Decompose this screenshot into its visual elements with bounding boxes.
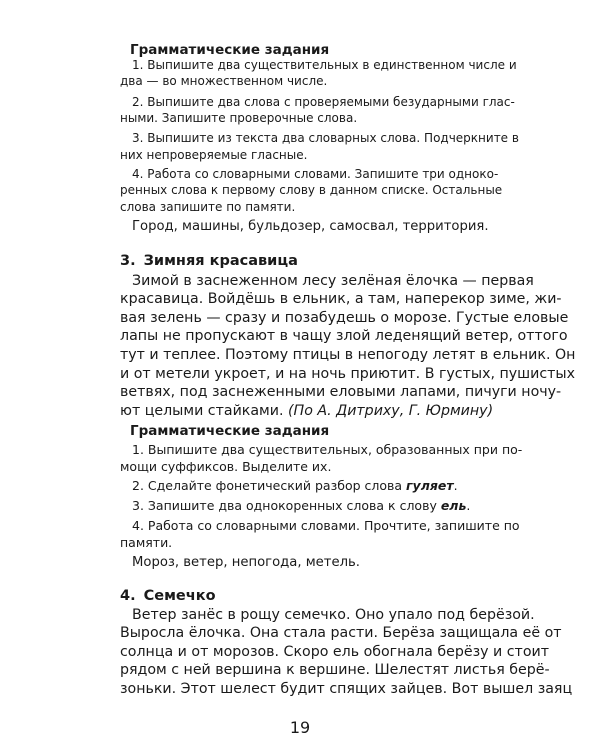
- highlight-word: ель: [440, 498, 467, 514]
- tasks-heading: Грамматические задания: [130, 42, 330, 58]
- text-source: (По А. Дитриху, Г. Юрмину): [288, 402, 494, 419]
- task-line: 3. Запишите два однокоренных слова к слову ель.: [132, 498, 471, 514]
- text-line: Выросла ёлочка. Она стала расти. Берёза защищала её от: [120, 625, 562, 642]
- task-line: два — во множественном числе.: [120, 74, 328, 89]
- task-line: памяти.: [120, 534, 173, 550]
- text-line: и от метели укроет, и на ночь приютит. В густых, пушистых: [120, 365, 576, 382]
- text-line: ветвях, под заснеженными еловыми лапами, пичуги ночу-: [120, 384, 562, 401]
- text-line: зоньки. Этот шелест будит спящих зайцев. Вот вышел заяц: [120, 681, 573, 697]
- text-line: лапы не пропускают в чащу злой леденящий ветер, оттого: [120, 328, 568, 345]
- task-line: ными. Запишите проверочные слова.: [120, 111, 358, 126]
- section-heading: 3. Зимняя красавица: [120, 253, 298, 270]
- task-line: 2. Сделайте фонетический разбор слова гуляет.: [132, 478, 458, 494]
- task-line: 4. Работа со словарными словами. Прочтите, запишите по: [132, 517, 520, 533]
- page-number: 19: [289, 718, 311, 737]
- task-line: ренных слова к первому слову в данном списке. Остальные: [120, 183, 503, 198]
- text-line: тут и теплее. Поэтому птицы в непогоду летят в ельник. Он: [120, 346, 576, 363]
- task-line: них непроверяемые гласные.: [120, 147, 308, 162]
- highlight-word: гуляет: [406, 478, 454, 494]
- task-line: 1. Выпишите два существительных, образованных при по-: [132, 441, 523, 457]
- text-line: красавица. Войдёшь в ельник, а там, наперекор зиме, жи-: [120, 291, 562, 308]
- text-line: Зимой в заснеженном лесу зелёная ёлочка — первая: [132, 272, 534, 289]
- text-line: вая зелень — сразу и позабудешь о морозе. Густые еловые: [120, 309, 569, 326]
- task-line: мощи суффиксов. Выделите их.: [120, 458, 332, 474]
- task-line: 3. Выпишите из текста два словарных слова. Подчеркните в: [132, 130, 519, 145]
- text-line: ют целыми стайками. (По А. Дитриху, Г. Юрмину): [120, 402, 494, 419]
- task-line: 1. Выпишите два существительных в единственном числе и: [132, 58, 517, 73]
- tasks-heading: Грамматические задания: [130, 422, 330, 439]
- word-list: Мороз, ветер, непогода, метель.: [132, 555, 360, 571]
- text-line: рядом с ней вершина к вершине. Шелестят листья берё-: [120, 662, 550, 679]
- section-heading: 4. Семечко: [120, 587, 216, 604]
- word-list: Город, машины, бульдозер, самосвал, территория.: [132, 219, 489, 235]
- task-line: 4. Работа со словарными словами. Запишите три одноко-: [132, 167, 499, 182]
- task-line: 2. Выпишите два слова с проверяемыми безударными глас-: [132, 95, 515, 110]
- text-line: Ветер занёс в рощу семечко. Оно упало под берёзой.: [132, 606, 535, 623]
- task-line: слова запишите по памяти.: [120, 199, 296, 214]
- text-line: солнца и от морозов. Скоро ель обогнала берёзу и стоит: [120, 643, 549, 660]
